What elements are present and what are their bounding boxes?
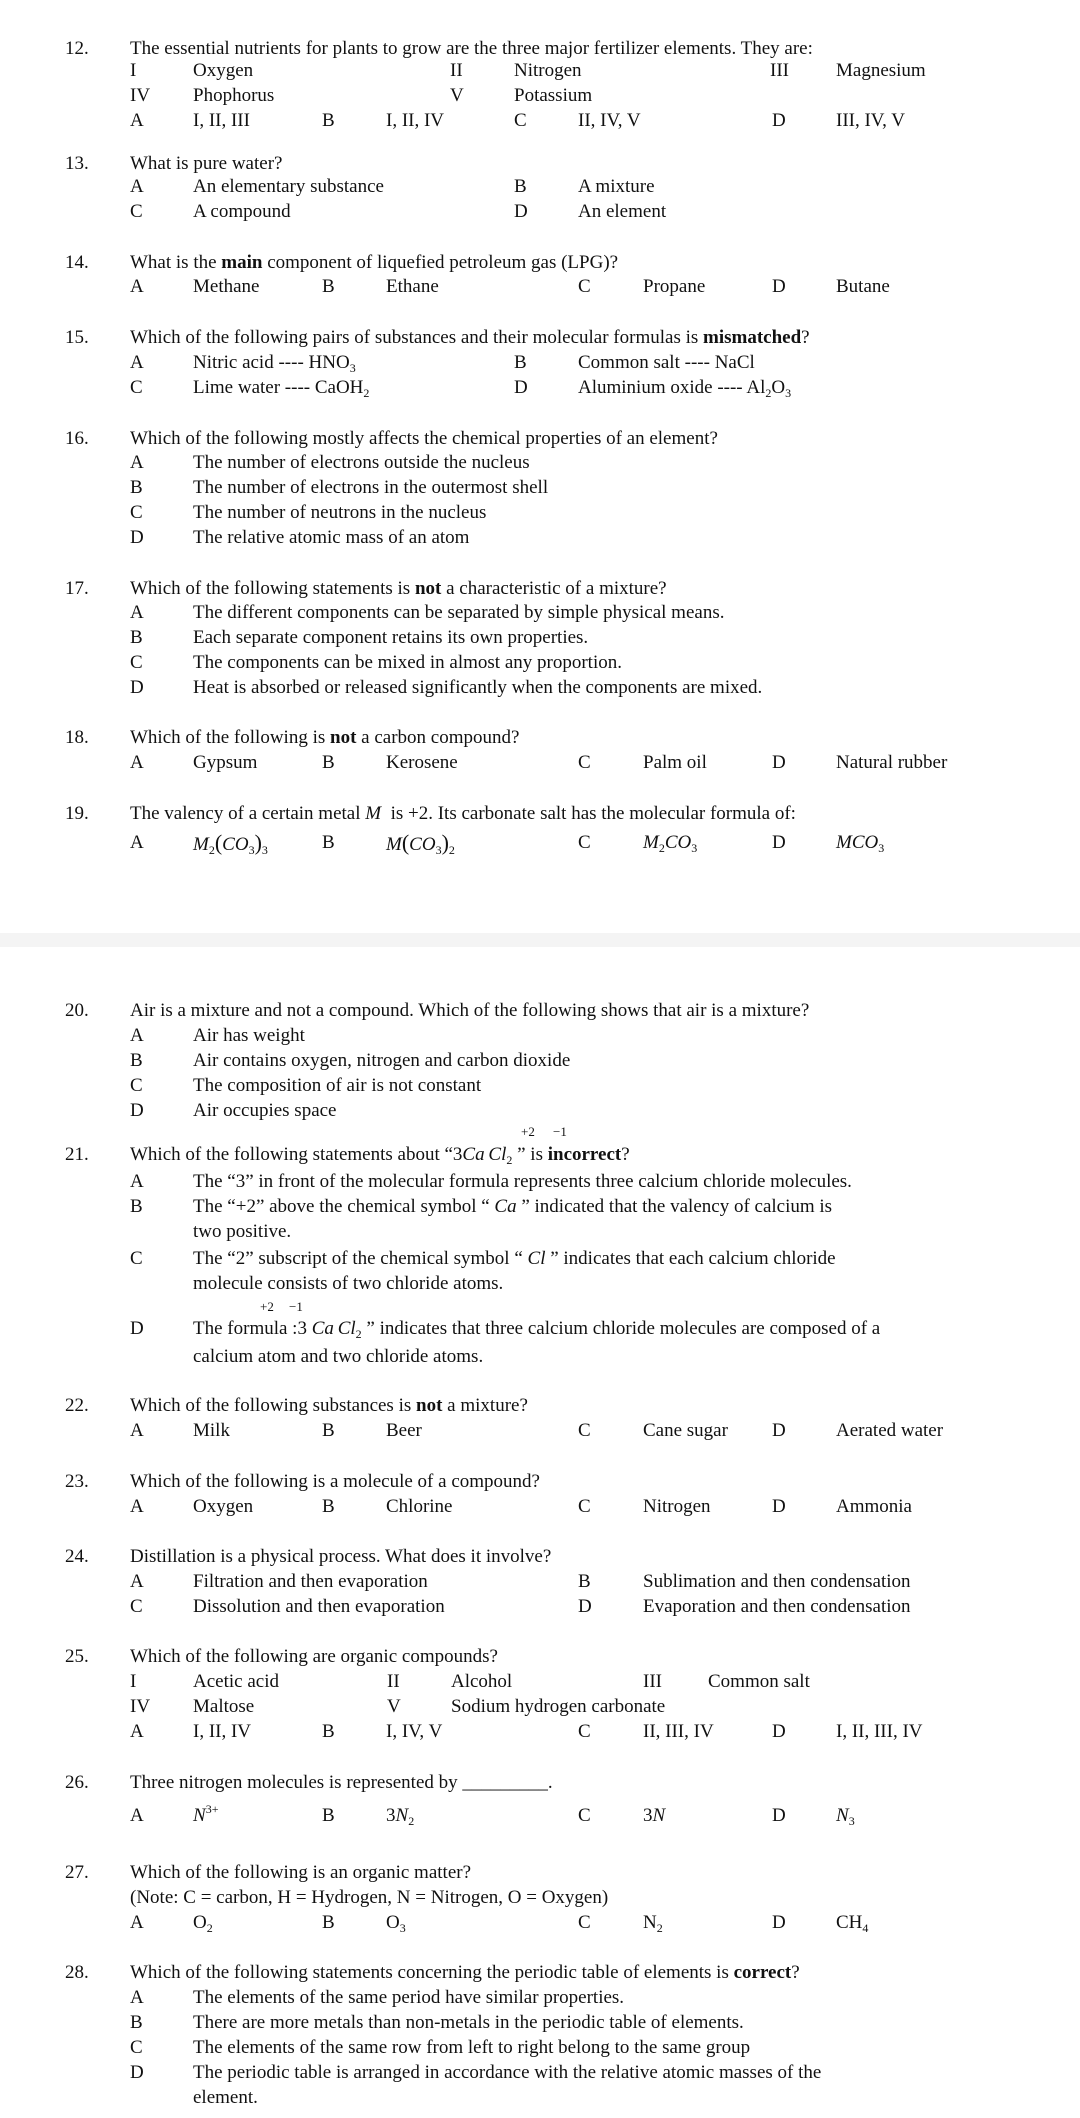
option-text: I, II, IV bbox=[386, 110, 445, 131]
item-text: Phophorus bbox=[193, 85, 275, 106]
question-stem: Which of the following mostly affects the chemical properties of an element? bbox=[130, 428, 718, 449]
question-stem: Air is a mixture and not a compound. Which of the following shows that air is a mixture? bbox=[130, 1000, 810, 1021]
option-text-cont: calcium atom and two chloride atoms. bbox=[193, 1346, 484, 1367]
option-label: B bbox=[322, 832, 335, 853]
option-text: Each separate component retains its own properties. bbox=[193, 627, 589, 648]
emphasis: correct bbox=[733, 1962, 792, 1983]
option-text: II, III, IV bbox=[643, 1721, 714, 1742]
item-label: II bbox=[387, 1671, 400, 1692]
option-label: B bbox=[322, 1496, 335, 1517]
item-text: Sodium hydrogen carbonate bbox=[451, 1696, 666, 1717]
question-number: 27. bbox=[65, 1862, 89, 1883]
option-formula: $MCO_3$ bbox=[836, 832, 885, 855]
option-text: Gypsum bbox=[193, 752, 258, 773]
question-stem: What is pure water? bbox=[130, 153, 283, 174]
option-text: Common salt ---- NaCl bbox=[578, 352, 755, 373]
question-stem: Which of the following is an organic matter? bbox=[130, 1862, 472, 1883]
emphasis: main bbox=[221, 252, 263, 273]
item-text: Nitrogen bbox=[514, 60, 582, 81]
option-text: There are more metals than non-metals in the periodic table of elements. bbox=[193, 2012, 744, 2033]
question-number: 26. bbox=[65, 1772, 89, 1793]
item-text: Potassium bbox=[514, 85, 593, 106]
option-text: The periodic table is arranged in accordance with the relative atomic masses of the bbox=[193, 2062, 822, 2083]
option-label: D bbox=[130, 527, 144, 548]
option-label: C bbox=[130, 1075, 143, 1096]
question-number: 13. bbox=[65, 153, 89, 174]
question-number: 17. bbox=[65, 578, 89, 599]
option-text: Kerosene bbox=[386, 752, 458, 773]
option-label: B bbox=[322, 752, 335, 773]
item-text: Acetic acid bbox=[193, 1671, 279, 1692]
option-label: D bbox=[772, 276, 786, 297]
option-text: Ammonia bbox=[836, 1496, 912, 1517]
option-label: A bbox=[130, 1912, 144, 1933]
emphasis: mismatched bbox=[703, 327, 802, 348]
option-text: Palm oil bbox=[643, 752, 707, 773]
option-label: C bbox=[130, 1248, 143, 1269]
item-label: II bbox=[450, 60, 463, 81]
option-text: The number of electrons outside the nucleus bbox=[193, 452, 530, 473]
emphasis: not bbox=[416, 1395, 443, 1416]
question-number: 24. bbox=[65, 1546, 89, 1567]
option-label: D bbox=[772, 110, 786, 131]
option-label: B bbox=[322, 1420, 335, 1441]
question-number: 18. bbox=[65, 727, 89, 748]
option-text: Aerated water bbox=[836, 1420, 944, 1441]
question-stem: The essential nutrients for plants to grow are the three major fertilizer elements. They are: bbox=[130, 38, 813, 59]
option-label: C bbox=[130, 201, 143, 222]
option-label: D bbox=[514, 377, 528, 398]
question-stem: Which of the following is not a carbon compound? bbox=[130, 727, 520, 748]
item-label: V bbox=[450, 85, 464, 106]
item-label: I bbox=[130, 60, 137, 81]
option-text: The “3” in front of the molecular formula represents three calcium chloride molecules. bbox=[193, 1171, 852, 1192]
option-text: Oxygen bbox=[193, 1496, 254, 1517]
question-number: 21. bbox=[65, 1144, 89, 1165]
option-text: The “+2” above the chemical symbol “ Ca ” indicated that the valency of calcium is bbox=[193, 1196, 833, 1217]
option-label: C bbox=[578, 276, 591, 297]
question-stem: Which of the following statements is not a characteristic of a mixture? bbox=[130, 578, 667, 599]
option-text: The “2” subscript of the chemical symbol “ Cl ” indicates that each calcium chloride bbox=[193, 1248, 836, 1269]
option-label: B bbox=[130, 1196, 143, 1217]
emphasis: not bbox=[414, 578, 442, 599]
item-label: I bbox=[130, 1671, 137, 1692]
question-stem: Which of the following pairs of substances and their molecular formulas is mismatched? bbox=[130, 327, 810, 348]
question-note: (Note: C = carbon, H = Hydrogen, N = Nitrogen, O = Oxygen) bbox=[130, 1887, 609, 1908]
option-label: C bbox=[578, 1912, 591, 1933]
option-text: Air has weight bbox=[193, 1025, 305, 1046]
question-stem: Which of the following substances is not a mixture? bbox=[130, 1395, 528, 1416]
option-label: A bbox=[130, 1721, 144, 1742]
question-number: 12. bbox=[65, 38, 89, 59]
option-label: C bbox=[578, 1721, 591, 1742]
question-stem: Three nitrogen molecules is represented by _________. bbox=[130, 1772, 553, 1793]
option-text: Lime water ---- CaOH$_2$ bbox=[193, 377, 370, 400]
option-text: Natural rubber bbox=[836, 752, 948, 773]
question-stem: Which of the following is a molecule of a compound? bbox=[130, 1471, 540, 1492]
option-label: C bbox=[130, 2037, 143, 2058]
option-label: C bbox=[130, 1596, 143, 1617]
question-number: 14. bbox=[65, 252, 89, 273]
option-text: Butane bbox=[836, 276, 890, 297]
question-number: 22. bbox=[65, 1395, 89, 1416]
option-label: B bbox=[322, 1805, 335, 1826]
option-label: D bbox=[514, 201, 528, 222]
oxidation-state-cl: −1 bbox=[289, 1299, 303, 1314]
oxidation-state-ca: +2 bbox=[260, 1299, 274, 1314]
item-label: V bbox=[387, 1696, 401, 1717]
option-formula: $O_3$ bbox=[386, 1912, 406, 1935]
option-label: B bbox=[514, 176, 527, 197]
question-number: 23. bbox=[65, 1471, 89, 1492]
option-label: D bbox=[772, 1420, 786, 1441]
option-text: A mixture bbox=[578, 176, 655, 197]
option-text: Dissolution and then evaporation bbox=[193, 1596, 445, 1617]
option-text: The number of electrons in the outermost shell bbox=[193, 477, 549, 498]
question-stem: What is the main component of liquefied petroleum gas (LPG)? bbox=[130, 252, 619, 273]
option-label: A bbox=[130, 752, 144, 773]
option-text: The number of neutrons in the nucleus bbox=[193, 502, 487, 523]
option-label: A bbox=[130, 352, 144, 373]
option-text: II, IV, V bbox=[578, 110, 641, 131]
option-text: Nitrogen bbox=[643, 1496, 711, 1517]
option-text: Evaporation and then condensation bbox=[643, 1596, 911, 1617]
option-label: A bbox=[130, 1025, 144, 1046]
option-label: B bbox=[130, 2012, 143, 2033]
option-label: D bbox=[772, 1496, 786, 1517]
option-text: The formula :3 Ca $Cl_2$ ” indicates that three calcium chloride molecules are composed of a bbox=[193, 1318, 881, 1341]
emphasis: not bbox=[330, 727, 357, 748]
option-text: Air contains oxygen, nitrogen and carbon dioxide bbox=[193, 1050, 571, 1071]
option-text: A compound bbox=[193, 201, 291, 222]
option-label: D bbox=[772, 752, 786, 773]
option-label: D bbox=[578, 1596, 592, 1617]
option-text: Beer bbox=[386, 1420, 422, 1441]
question-number: 16. bbox=[65, 428, 89, 449]
option-label: C bbox=[578, 1496, 591, 1517]
option-label: B bbox=[578, 1571, 591, 1592]
option-text: I, II, IV bbox=[193, 1721, 252, 1742]
option-label: D bbox=[130, 1318, 144, 1339]
option-formula: $N^{3+}$ bbox=[193, 1802, 219, 1826]
page-break bbox=[0, 933, 1080, 947]
option-text: The different components can be separated by simple physical means. bbox=[193, 602, 725, 623]
option-label: D bbox=[130, 1100, 144, 1121]
question-number: 20. bbox=[65, 1000, 89, 1021]
option-label: D bbox=[772, 1912, 786, 1933]
option-label: B bbox=[130, 477, 143, 498]
emphasis: incorrect bbox=[547, 1144, 622, 1165]
option-text: Aluminium oxide ---- $Al_2O_3$ bbox=[578, 377, 792, 400]
option-label: C bbox=[130, 652, 143, 673]
question-stem: Which of the following statements about “3Ca $Cl_2$ ” is incorrect? bbox=[130, 1144, 630, 1167]
option-label: D bbox=[130, 677, 144, 698]
option-text-cont: two positive. bbox=[193, 1221, 292, 1242]
oxidation-state-cl: −1 bbox=[553, 1124, 567, 1139]
option-label: B bbox=[322, 1912, 335, 1933]
option-label: B bbox=[130, 1050, 143, 1071]
option-label: A bbox=[130, 832, 144, 853]
option-label: A bbox=[130, 1496, 144, 1517]
option-text: Propane bbox=[643, 276, 706, 297]
option-label: B bbox=[130, 627, 143, 648]
item-text: Oxygen bbox=[193, 60, 254, 81]
option-label: A bbox=[130, 452, 144, 473]
option-text: Ethane bbox=[386, 276, 439, 297]
option-formula: $M_2(CO_3)_3$ bbox=[193, 830, 268, 857]
question-number: 15. bbox=[65, 327, 89, 348]
option-text: I, II, III bbox=[193, 110, 250, 131]
option-label: A bbox=[130, 110, 144, 131]
option-formula: $N_3$ bbox=[836, 1805, 855, 1828]
option-formula: $CH_4$ bbox=[836, 1912, 869, 1935]
option-text: The elements of the same row from left to right belong to the same group bbox=[193, 2037, 751, 2058]
option-text: An element bbox=[578, 201, 667, 222]
option-text: III, IV, V bbox=[836, 110, 905, 131]
item-text: Magnesium bbox=[836, 60, 926, 81]
option-text: An elementary substance bbox=[193, 176, 384, 197]
option-text: Methane bbox=[193, 276, 260, 297]
item-label: IV bbox=[130, 85, 151, 106]
option-formula: $M_2CO_3$ bbox=[643, 832, 698, 855]
option-text: Nitric acid ---- $HNO_3$ bbox=[193, 352, 356, 375]
item-text: Maltose bbox=[193, 1696, 255, 1717]
option-label: C bbox=[578, 1420, 591, 1441]
option-formula: $N_2$ bbox=[643, 1912, 663, 1935]
option-formula: $O_2$ bbox=[193, 1912, 213, 1935]
option-label: A bbox=[130, 602, 144, 623]
option-text: The composition of air is not constant bbox=[193, 1075, 482, 1096]
option-label: A bbox=[130, 1420, 144, 1441]
item-text: Alcohol bbox=[451, 1671, 513, 1692]
item-label: IV bbox=[130, 1696, 151, 1717]
option-label: C bbox=[578, 1805, 591, 1826]
question-stem: Which of the following are organic compounds? bbox=[130, 1646, 498, 1667]
oxidation-state-ca: +2 bbox=[521, 1124, 535, 1139]
option-formula: 3N bbox=[643, 1805, 666, 1826]
option-label: C bbox=[130, 377, 143, 398]
option-text: The components can be mixed in almost any proportion. bbox=[193, 652, 622, 673]
option-text: Chlorine bbox=[386, 1496, 453, 1517]
option-label: C bbox=[130, 502, 143, 523]
option-label: B bbox=[322, 1721, 335, 1742]
option-label: D bbox=[772, 832, 786, 853]
option-text: Air occupies space bbox=[193, 1100, 337, 1121]
option-text: The elements of the same period have similar properties. bbox=[193, 1987, 625, 2008]
option-text: Sublimation and then condensation bbox=[643, 1571, 911, 1592]
option-text: I, II, III, IV bbox=[836, 1721, 923, 1742]
option-label: B bbox=[322, 276, 335, 297]
question-stem: Distillation is a physical process. What does it involve? bbox=[130, 1546, 552, 1567]
option-label: A bbox=[130, 1987, 144, 2008]
option-label: A bbox=[130, 176, 144, 197]
option-text-cont: molecule consists of two chloride atoms. bbox=[193, 1273, 504, 1294]
option-label: C bbox=[578, 752, 591, 773]
option-label: A bbox=[130, 1171, 144, 1192]
item-label: III bbox=[643, 1671, 662, 1692]
option-label: D bbox=[130, 2062, 144, 2083]
question-stem: The valency of a certain metal M is +2. Its carbonate salt has the molecular formula of: bbox=[130, 803, 796, 824]
question-number: 25. bbox=[65, 1646, 89, 1667]
option-label: B bbox=[322, 110, 335, 131]
option-label: D bbox=[772, 1805, 786, 1826]
option-formula: $3N_2$ bbox=[386, 1805, 415, 1828]
option-text: Heat is absorbed or released significantly when the components are mixed. bbox=[193, 677, 763, 698]
option-label: C bbox=[514, 110, 527, 131]
option-label: C bbox=[578, 832, 591, 853]
item-text: Common salt bbox=[708, 1671, 810, 1692]
option-label: B bbox=[514, 352, 527, 373]
option-label: A bbox=[130, 276, 144, 297]
option-label: D bbox=[772, 1721, 786, 1742]
option-text: The relative atomic mass of an atom bbox=[193, 527, 470, 548]
option-text-cont: element. bbox=[193, 2087, 258, 2108]
option-text: Filtration and then evaporation bbox=[193, 1571, 428, 1592]
option-text: Cane sugar bbox=[643, 1420, 728, 1441]
option-text: Milk bbox=[193, 1420, 230, 1441]
option-label: A bbox=[130, 1805, 144, 1826]
question-stem: Which of the following statements concerning the periodic table of elements is correct? bbox=[130, 1962, 800, 1983]
option-label: A bbox=[130, 1571, 144, 1592]
option-text: I, IV, V bbox=[386, 1721, 443, 1742]
question-number: 19. bbox=[65, 803, 89, 824]
item-label: III bbox=[770, 60, 789, 81]
option-formula: $M(CO_3)_2$ bbox=[386, 830, 455, 857]
question-number: 28. bbox=[65, 1962, 89, 1983]
